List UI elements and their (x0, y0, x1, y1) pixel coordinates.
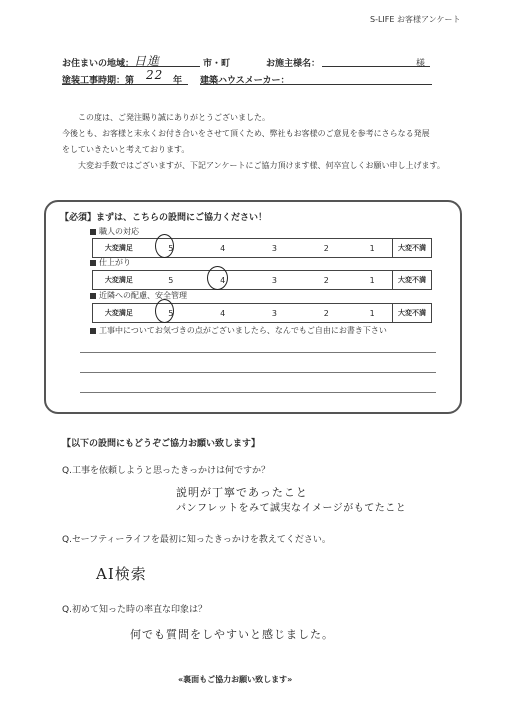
region-suffix: 市・町 (203, 59, 231, 69)
period-handwritten: 22 (146, 68, 164, 82)
question-safety-label: 近隣への配慮、安全管理 (90, 290, 187, 301)
intro-line-3: をしていきたいと考えております。 (62, 145, 190, 154)
maker-underline (200, 84, 432, 85)
region-handwritten: 日進 (134, 54, 161, 68)
rating-row-craftsman (92, 238, 432, 258)
question-craftsman-label: 職人の対応 (90, 226, 139, 237)
selected-circle-craftsman (155, 234, 174, 258)
rating-2[interactable]: 2 (323, 308, 329, 318)
rating-4[interactable]: 4 (220, 243, 226, 253)
scale-right-label: 大変不満 (392, 304, 431, 322)
answer-1-line-2: パンフレットをみて誠実なイメージがもてたこと (176, 503, 407, 514)
selected-circle-safety (155, 299, 174, 323)
footer-note: «裏面もご協力お願い致します» (178, 675, 293, 684)
region-label: お住まいの地域： (62, 59, 135, 69)
scale-right-label: 大変不満 (392, 271, 431, 289)
scale-left-label: 大変満足 (104, 244, 133, 252)
rating-3[interactable]: 3 (271, 308, 277, 318)
required-section-title: 【必須】まずは、こちらの設問にご協力ください！ (60, 213, 268, 223)
rating-1[interactable]: 1 (369, 243, 375, 253)
scale-left-label: 大変満足 (104, 309, 133, 317)
rating-1[interactable]: 1 (369, 308, 375, 318)
owner-name-suffix: 様 (416, 59, 426, 69)
bullet-icon (90, 328, 96, 334)
comment-line[interactable] (80, 392, 436, 393)
question-finish-label: 仕上がり (90, 257, 131, 268)
rating-5[interactable]: 5 (168, 275, 174, 285)
period-underline (62, 84, 188, 85)
intro-line-2: 今後とも、お客様と末永くお付き合いをさせて頂くため、弊社もお客様のご意見を参考にさらなる発展 (62, 129, 430, 138)
owner-name-underline (322, 66, 430, 67)
intro-line-1: この度は、ご発注賜り誠にありがとうございました。 (78, 113, 270, 122)
rating-row-finish (92, 270, 432, 290)
free-comment-prompt: 工事中についてお気づきの点がございましたら、なんでもご自由にお書き下さい (90, 325, 387, 336)
rating-2[interactable]: 2 (323, 243, 329, 253)
rating-5[interactable]: 5 (168, 243, 174, 253)
optional-section-title: 【以下の設問にもどうぞご協力お願い致します】 (62, 439, 261, 449)
selected-circle-finish (207, 266, 228, 290)
rating-5[interactable]: 5 (168, 308, 174, 318)
comment-line[interactable] (80, 352, 436, 353)
rating-2[interactable]: 2 (323, 275, 329, 285)
bullet-icon (90, 293, 96, 299)
question-1: Q.工事を依頼しようと思ったきっかけは何ですか？ (62, 466, 270, 476)
survey-brand-header: S-LIFE お客様アンケート (370, 15, 461, 24)
answer-1-line-1: 説明が丁寧であったこと (176, 486, 308, 499)
scale-right-label: 大変不満 (392, 239, 431, 257)
period-suffix: 年 (173, 76, 183, 86)
bullet-icon (90, 229, 96, 235)
owner-name-label: お施主様名： (266, 59, 321, 69)
paint-period-label: 塗装工事時期：第 (62, 76, 135, 86)
rating-4[interactable]: 4 (220, 275, 226, 285)
house-maker-label: 建築ハウスメーカー： (200, 76, 290, 86)
bullet-icon (90, 260, 96, 266)
rating-1[interactable]: 1 (369, 275, 375, 285)
rating-row-safety (92, 303, 432, 323)
intro-line-4: 大変お手数ではございますが、下記アンケートにご協力頂けます様、何卒宜しくお願い申し上げます。 (78, 161, 445, 170)
question-3: Q.初めて知った時の率直な印象は？ (62, 605, 207, 615)
comment-line[interactable] (80, 372, 436, 373)
rating-3[interactable]: 3 (271, 243, 277, 253)
rating-4[interactable]: 4 (220, 308, 226, 318)
answer-3: 何でも質問をしやすいと感じました。 (130, 628, 334, 641)
scale-left-label: 大変満足 (104, 276, 133, 284)
question-2: Q.セーフティーライフを最初に知ったきっかけを教えてください。 (62, 535, 331, 545)
rating-3[interactable]: 3 (271, 275, 277, 285)
answer-2: AI検索 (96, 565, 147, 583)
